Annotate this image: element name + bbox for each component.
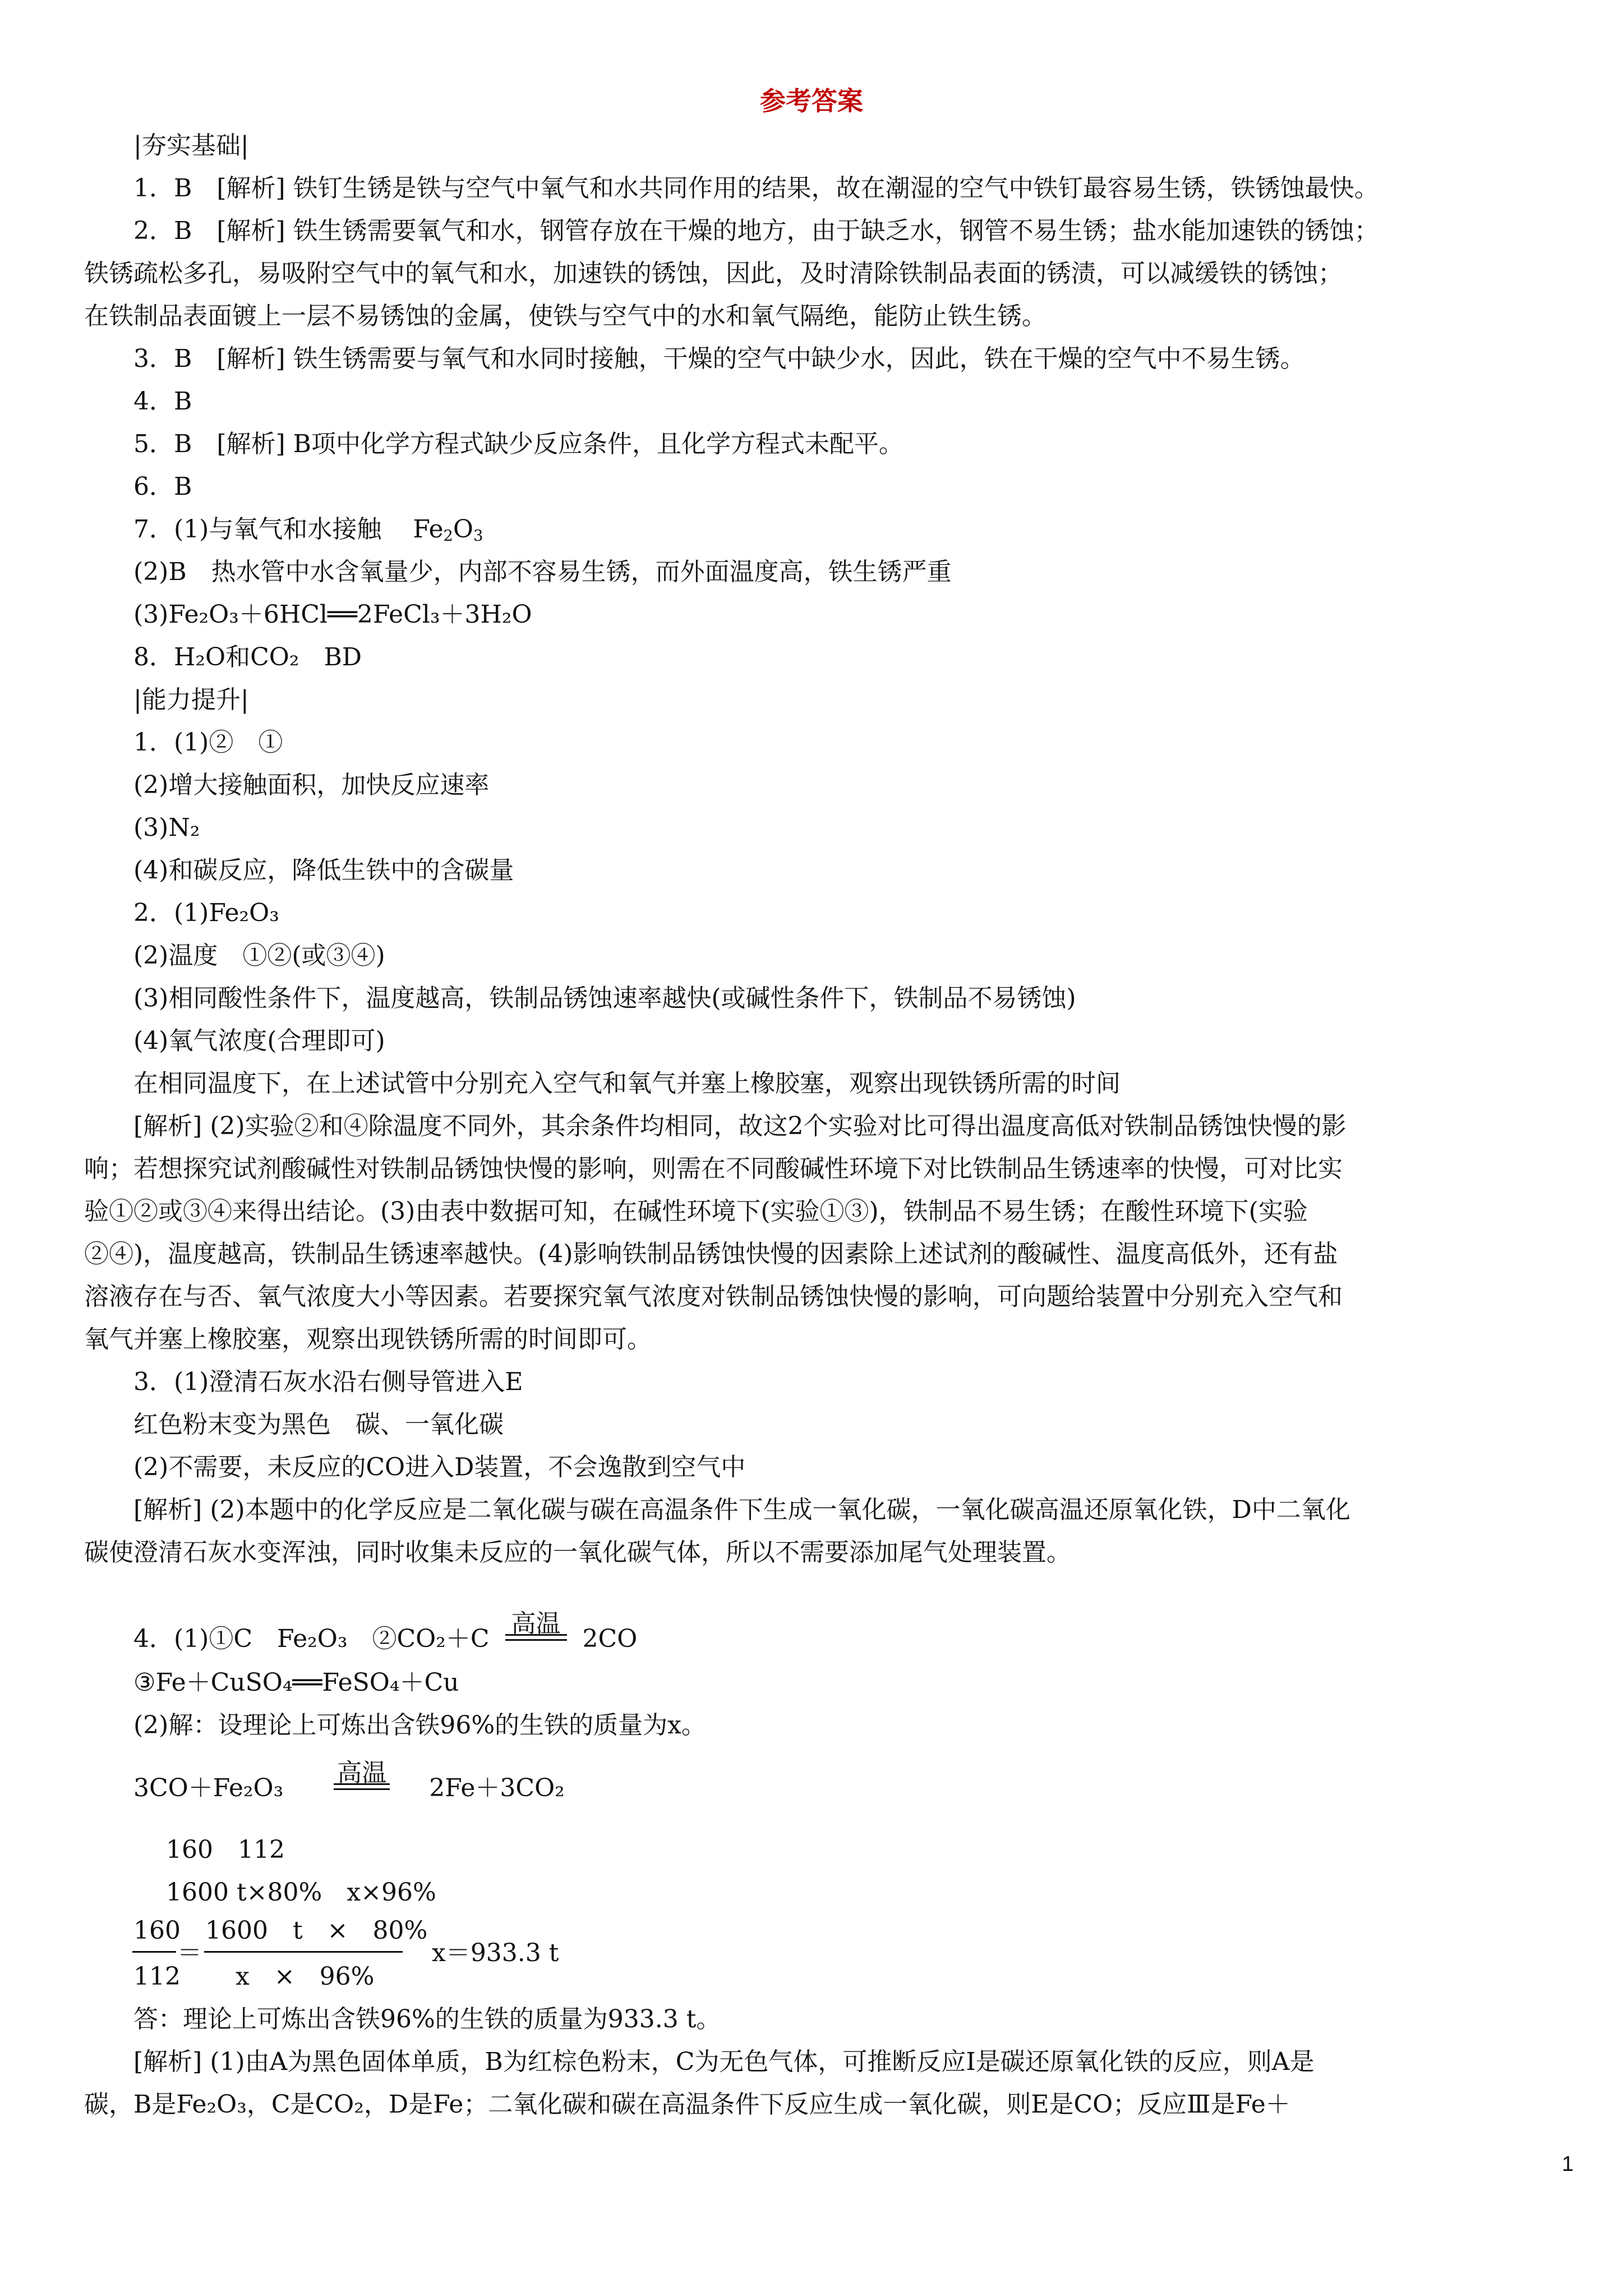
adv-q4-1-3: ③Fe＋CuSO₄══FeSO₄＋Cu [133, 1668, 459, 1697]
basic-q2-line2: 铁锈疏松多孔，易吸附空气中的氧气和水，加速铁的锈蚀，因此，及时清除铁制品表面的锈渍，可以减缓铁的锈蚀； [84, 259, 1343, 288]
section-advanced-heading: |能力提升| [133, 685, 249, 714]
fraction-left-denominator: 112 [133, 1962, 181, 1991]
answer-line: 答：理论上可炼出含铁96%的生铁的质量为933.3 t。 [133, 2005, 721, 2033]
equation-reactants: 3CO＋Fe₂O₃ [133, 1774, 284, 1802]
basic-q5: 5．B [解析] B项中化学方程式缺少反应条件，且化学方程式未配平。 [133, 430, 903, 458]
adv-q4-analysis-1: [解析] (1)由A为黑色固体单质，B为红棕色粉末，C为无色气体，可推断反应Ⅰ是碳还原氧化铁的反应，则A是 [133, 2047, 1315, 2076]
fraction-left-numerator: 160 [133, 1916, 181, 1945]
smelting-equation [133, 1758, 565, 1810]
basic-q7-3: (3)Fe₂O₃＋6HCl══2FeCl₃＋3H₂O [133, 600, 532, 629]
fraction-right-bar [204, 1951, 403, 1953]
adv-q4-1 [133, 1609, 638, 1660]
adv-q2-4: (4)氧气浓度(合理即可) [133, 1027, 385, 1055]
solution-result: x＝933.3 t [432, 1939, 559, 1967]
equals-bars [505, 1634, 567, 1641]
basic-q8: 8．H₂O和CO₂ BD [133, 643, 362, 671]
adv-q4-1-product: 2CO [582, 1625, 638, 1653]
basic-q7-1-text: 7．(1)与氧气和水接触 [133, 515, 382, 544]
basic-q7-2: (2)B 热水管中水含氧量少，内部不容易生锈，而外面温度高，铁生锈严重 [133, 558, 952, 586]
formula-o: O [453, 515, 473, 544]
adv-q4-1-text: 4．(1)①C Fe₂O₃ ②CO₂＋C [133, 1625, 490, 1653]
adv-q2-analysis-4: ②④)，温度越高，铁制品生锈速率越快。(4)影响铁制品锈蚀快慢的因素除上述试剂的酸碱性、温度高低外，还有盐 [84, 1240, 1338, 1268]
basic-q6: 6．B [133, 472, 192, 501]
high-temp-condition-2 [334, 1758, 390, 1801]
fraction-left-bar [132, 1951, 176, 1953]
formula-fe: Fe [413, 515, 444, 544]
adv-q1-2: (2)增大接触面积，加快反应速率 [133, 771, 490, 799]
page-title: 参考答案 [760, 86, 863, 116]
formula-sub-3: 3 [473, 527, 483, 545]
adv-q2-analysis-2: 响；若想探究试剂酸碱性对铁制品锈蚀快慢的影响，则需在不同酸碱性环境下对比铁制品生锈速率的快慢，可对比实 [84, 1154, 1343, 1183]
section-basic-heading: |夯实基础| [133, 131, 249, 160]
adv-q4-analysis-2: 碳，B是Fe₂O₃，C是CO₂，D是Fe；二氧化碳和碳在高温条件下反应生成一氧化碳，则E是CO；反应Ⅲ是Fe＋ [84, 2090, 1290, 2119]
fraction-right-denominator: x × 96% [236, 1962, 375, 1991]
high-temp-label: 高温 [511, 1609, 561, 1638]
equation-products: 2Fe＋3CO₂ [429, 1774, 565, 1802]
adv-q1-4: (4)和碳反应，降低生铁中的含碳量 [133, 856, 514, 885]
page-number: 1 [1561, 2152, 1574, 2176]
fraction-equals: ＝ [177, 1939, 202, 1967]
adv-q2-analysis-3: 验①②或③④来得出结论。(3)由表中数据可知，在碱性环境下(实验①③)，铁制品不易生锈；在酸性环境下(实验 [84, 1197, 1308, 1226]
adv-q1-3: (3)N₂ [133, 813, 200, 842]
molar-mass-row: 160 112 [166, 1835, 285, 1864]
adv-q2-5: 在相同温度下，在上述试管中分别充入空气和氧气并塞上橡胶塞，观察出现铁锈所需的时间 [133, 1069, 1121, 1098]
adv-q3-analysis-2: 碳使澄清石灰水变浑浊，同时收集未反应的一氧化碳气体，所以不需要添加尾气处理装置。 [84, 1538, 1071, 1567]
formula-sub-2: 2 [443, 527, 453, 545]
mass-row: 1600 t×80% x×96% [166, 1878, 436, 1907]
basic-q3: 3．B [解析] 铁生锈需要与氧气和水同时接触，干燥的空气中缺少水，因此，铁在干燥的空气中不易生锈。 [133, 344, 1305, 373]
adv-q1-1: 1．(1)② ① [133, 728, 283, 757]
high-temp-condition [505, 1609, 567, 1652]
adv-q2-1: 2．(1)Fe₂O₃ [133, 899, 279, 927]
basic-q1: 1．B [解析] 铁钉生锈是铁与空气中氧气和水共同作用的结果，故在潮湿的空气中铁钉最容易生锈，铁锈蚀最快。 [133, 174, 1379, 203]
high-temp-label-2: 高温 [337, 1758, 387, 1787]
adv-q2-2: (2)温度 ①②(或③④) [133, 941, 385, 970]
basic-q2-line3: 在铁制品表面镀上一层不易锈蚀的金属，使铁与空气中的水和氧气隔绝，能防止铁生锈。 [84, 302, 1046, 330]
adv-q3-1: 3．(1)澄清石灰水沿右侧导管进入E [133, 1368, 523, 1396]
adv-q2-analysis-6: 氧气并塞上橡胶塞，观察出现铁锈所需的时间即可。 [84, 1325, 652, 1354]
adv-q2-analysis-1: [解析] (2)实验②和④除温度不同外，其余条件均相同，故这2个实验对比可得出温度高低对铁制品锈蚀快慢的影 [133, 1112, 1347, 1140]
basic-q2-line1: 2．B [解析] 铁生锈需要氧气和水，钢管存放在干燥的地方，由于缺乏水，钢管不易生锈；盐水能加速铁的锈蚀； [133, 217, 1379, 245]
basic-q4: 4．B [133, 387, 192, 416]
fraction-right-numerator: 1600 t × 80% [205, 1916, 428, 1945]
adv-q3-2: 红色粉末变为黑色 碳、一氧化碳 [133, 1410, 504, 1439]
adv-q3-3: (2)不需要，未反应的CO进入D装置，不会逸散到空气中 [133, 1453, 746, 1481]
adv-q4-2: (2)解：设理论上可炼出含铁96%的生铁的质量为x。 [133, 1711, 706, 1740]
equals-bars-2 [334, 1783, 390, 1790]
adv-q3-analysis-1: [解析] (2)本题中的化学反应是二氧化碳与碳在高温条件下生成一氧化碳，一氧化碳高温还原氧化铁，D中二氧化 [133, 1496, 1350, 1524]
adv-q2-analysis-5: 溶液存在与否、氧气浓度大小等因素。若要探究氧气浓度对铁制品锈蚀快慢的影响，可向题给装置中分别充入空气和 [84, 1282, 1343, 1311]
adv-q2-3: (3)相同酸性条件下，温度越高，铁制品锈蚀速率越快(或碱性条件下，铁制品不易锈蚀) [133, 984, 1076, 1013]
basic-q7-1 [133, 508, 483, 551]
